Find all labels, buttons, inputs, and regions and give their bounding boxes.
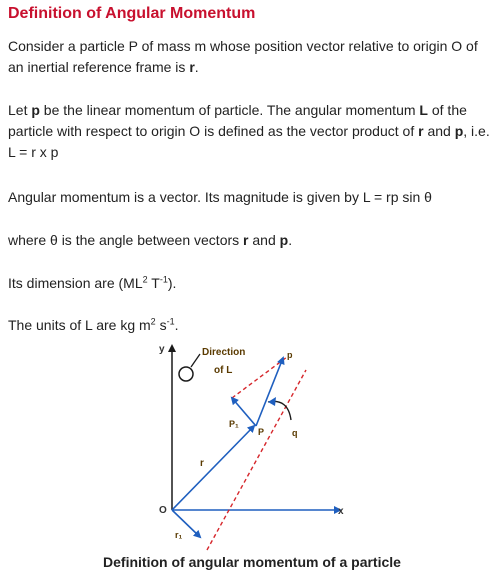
paragraph-text: and — [423, 123, 455, 139]
paragraph-text: . — [288, 232, 293, 248]
direction-symbol — [179, 367, 193, 381]
paragraph-text: . — [194, 59, 199, 75]
label-q: q — [292, 428, 298, 438]
paragraph-text: s — [155, 317, 167, 333]
superscript: 2 — [142, 274, 148, 285]
paragraph-units — [8, 315, 496, 336]
dashed-line — [232, 357, 287, 398]
paragraph-theta — [8, 230, 496, 251]
paragraph-text: and — [248, 232, 280, 248]
direction-label: of L — [214, 365, 233, 376]
vector-L: L — [419, 102, 428, 118]
momentum-vector-p — [256, 358, 283, 426]
direction-symbol-stem — [191, 354, 200, 367]
position-vector-r — [172, 426, 254, 510]
superscript: -1 — [159, 274, 168, 285]
x-axis-label: x — [338, 506, 344, 517]
paragraph-particle — [8, 36, 496, 78]
vector-r: r — [189, 59, 195, 75]
superscript: -1 — [166, 316, 175, 327]
paragraph-text: be the linear momentum of particle. The angular momentum — [39, 102, 420, 118]
paragraph-text: The units of L are kg m — [8, 317, 151, 333]
paragraph-definition — [8, 100, 496, 163]
label-top-p: p — [287, 350, 293, 360]
angular-momentum-diagram — [150, 340, 360, 555]
vector-r: r — [243, 232, 249, 248]
angle-arc — [268, 401, 291, 420]
label-P: P — [258, 427, 265, 437]
vector-p: p — [279, 232, 289, 248]
vector-p: p — [31, 102, 40, 118]
page-title: Definition of Angular Momentum — [8, 5, 256, 22]
vector-r: r — [418, 123, 424, 139]
paragraph-text: of the particle with respect to origin O is defined as the vector product of — [8, 102, 467, 139]
angle-arc-head — [268, 397, 276, 406]
y-axis-label: y — [159, 344, 165, 355]
figure-caption: Definition of angular momentum of a particle — [103, 554, 401, 570]
paragraph-text: Let — [8, 102, 32, 118]
paragraph-dimension — [8, 273, 496, 294]
paragraph-text: where θ is the angle between vectors — [8, 232, 244, 248]
direction-label: Direction — [202, 347, 246, 358]
label-r1: r₁ — [175, 530, 183, 540]
paragraph-text: T — [147, 275, 160, 291]
paragraph-magnitude: Angular momentum is a vector. Its magnitude is given by L = rp sin θ — [8, 189, 432, 205]
label-P1: P₁ — [229, 419, 239, 429]
paragraph-text: ). — [167, 275, 177, 291]
paragraph-text: . — [174, 317, 179, 333]
superscript: 2 — [150, 316, 156, 327]
paragraph-text: , i.e. L = r x p — [8, 123, 490, 160]
paragraph-text: Consider a particle P of mass m whose position vector relative to origin O of an inertial reference frame is — [8, 38, 478, 75]
vector-p: p — [454, 123, 464, 139]
paragraph-text: Its dimension are (ML — [8, 275, 143, 291]
label-r: r — [200, 458, 204, 469]
label-O: O — [159, 505, 167, 516]
